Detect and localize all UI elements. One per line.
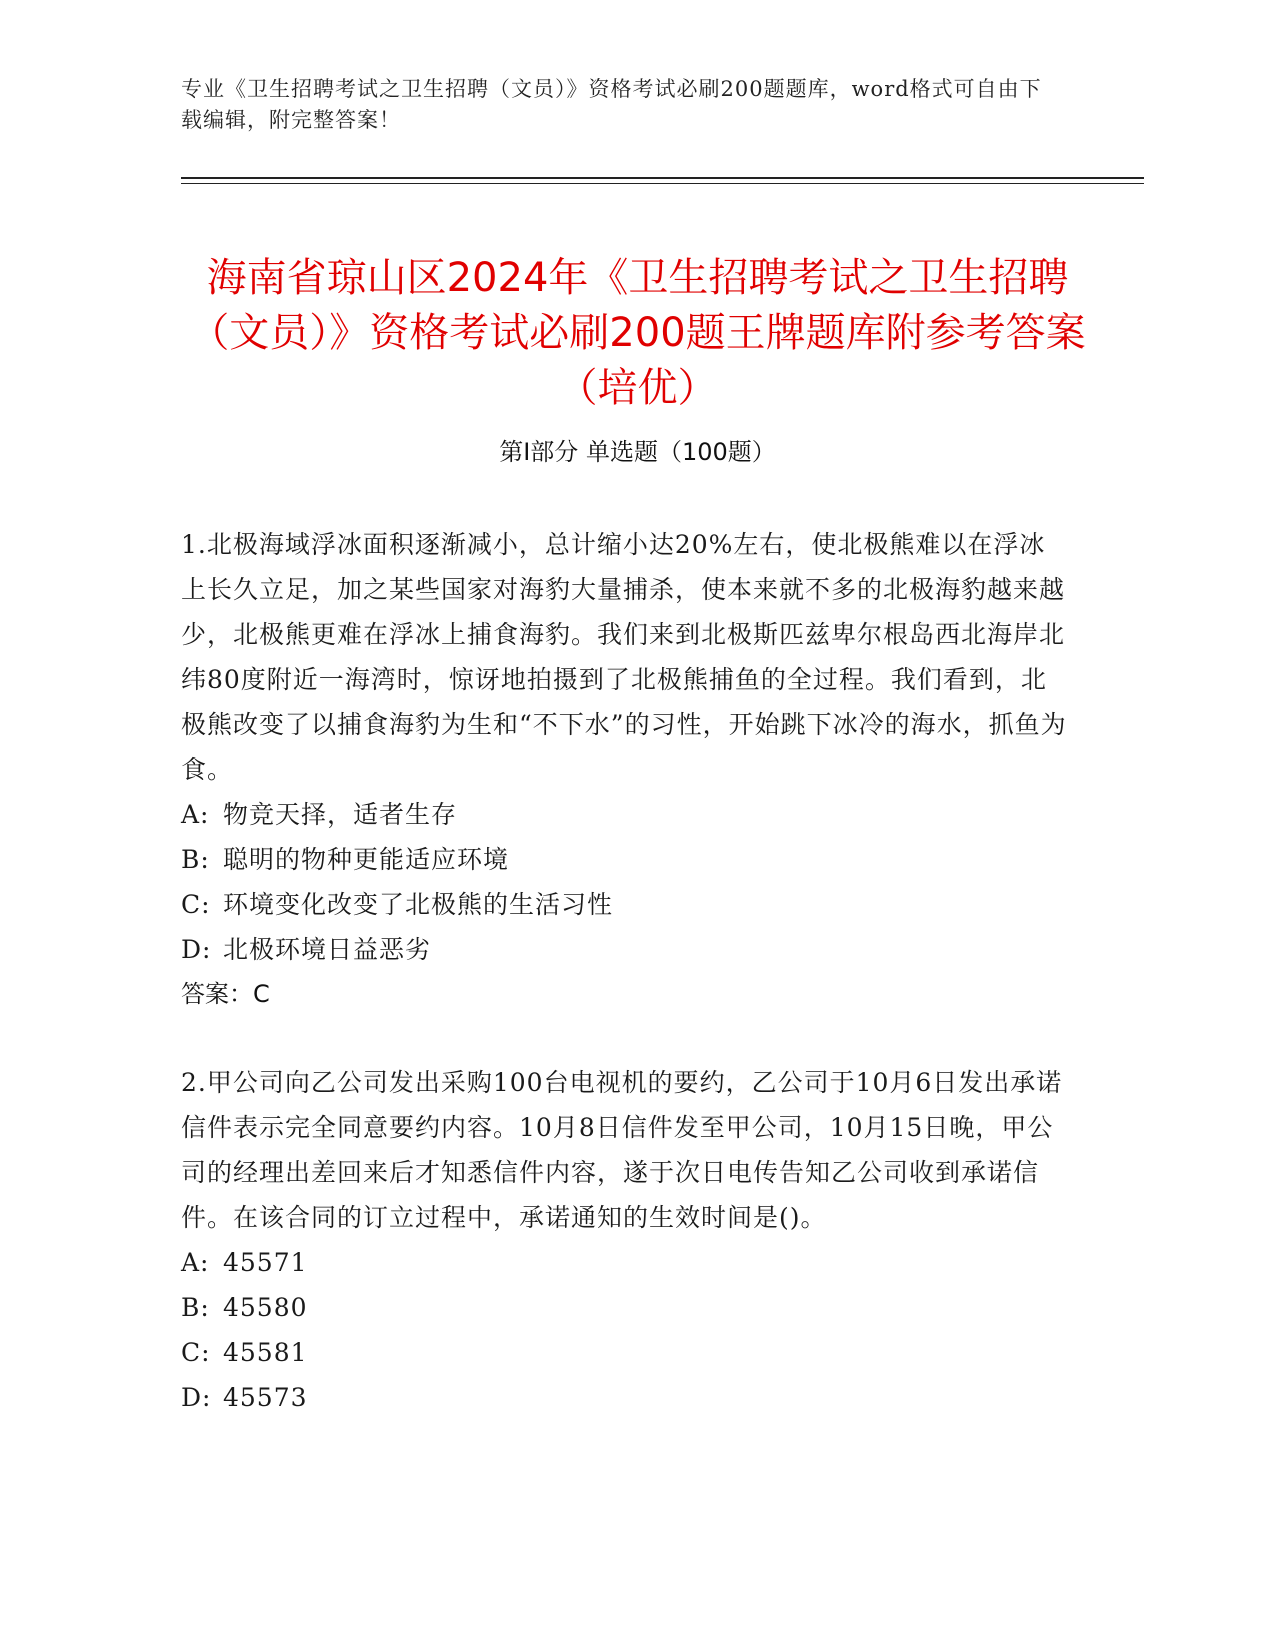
option-letter: A: bbox=[181, 800, 210, 829]
header-divider-thin bbox=[181, 183, 1144, 184]
option-letter: A: bbox=[181, 1248, 210, 1277]
option-text: 聪明的物种更能适应环境 bbox=[223, 845, 510, 874]
question-1 bbox=[181, 522, 1071, 1017]
header-note: 专业《卫生招聘考试之卫生招聘（文员）》资格考试必刷200题题库，word格式可自由下载编辑，附完整答案！ bbox=[181, 77, 1042, 132]
option-c bbox=[181, 1330, 1071, 1375]
option-letter: D: bbox=[181, 935, 212, 964]
option-a bbox=[181, 1240, 1071, 1285]
option-text: 物竞天择，适者生存 bbox=[223, 800, 458, 829]
option-text: 45571 bbox=[223, 1248, 308, 1277]
option-letter: D: bbox=[181, 1383, 212, 1412]
option-b bbox=[181, 1285, 1071, 1330]
option-text: 北极环境日益恶劣 bbox=[223, 935, 432, 964]
header-divider-thick bbox=[181, 177, 1144, 179]
option-text: 环境变化改变了北极熊的生活习性 bbox=[223, 890, 614, 919]
option-text: 45580 bbox=[223, 1293, 308, 1322]
section-title: 第Ⅰ部分 单选题（100题） bbox=[499, 438, 776, 466]
option-text: 45581 bbox=[223, 1338, 308, 1367]
document-title: 海南省琼山区2024年《卫生招聘考试之卫生招聘（文员）》资格考试必刷200题王牌题库附参考答案（培优） bbox=[189, 254, 1086, 411]
option-letter: B: bbox=[181, 1293, 210, 1322]
option-b bbox=[181, 837, 1071, 882]
question-stem: 2.甲公司向乙公司发出采购100台电视机的要约，乙公司于10月6日发出承诺信件表示完全同意要约内容。10月8日信件发至甲公司，10月15日晚，甲公司的经理出差回来后才知悉信件内容，遂于次日电传告知乙公司收到承诺信件。在该合同的订立过程中，承诺通知的生效时间是()。 bbox=[181, 1068, 1063, 1232]
question-2 bbox=[181, 1060, 1071, 1420]
option-letter: C: bbox=[181, 890, 211, 919]
option-list bbox=[181, 1240, 1071, 1420]
option-letter: B: bbox=[181, 845, 210, 874]
option-letter: C: bbox=[181, 1338, 211, 1367]
option-text: 45573 bbox=[223, 1383, 308, 1412]
option-d bbox=[181, 927, 1071, 972]
option-d bbox=[181, 1375, 1071, 1420]
question-stem: 1.北极海域浮冰面积逐渐减小，总计缩小达20%左右，使北极熊难以在浮冰上长久立足，加之某些国家对海豹大量捕杀，使本来就不多的北极海豹越来越少，北极熊更难在浮冰上捕食海豹。我们来到北极斯匹兹卑尔根岛西北海岸北纬80度附近一海湾时，惊讶地拍摄到了北极熊捕鱼的全过程。我们看到，北极熊改变了以捕食海豹为生和“不下水”的习性，开始跳下冰冷的海水，抓鱼为食。 bbox=[181, 530, 1067, 784]
option-c bbox=[181, 882, 1071, 927]
option-a bbox=[181, 792, 1071, 837]
answer-line: 答案：C bbox=[181, 980, 270, 1008]
option-list bbox=[181, 792, 1071, 972]
